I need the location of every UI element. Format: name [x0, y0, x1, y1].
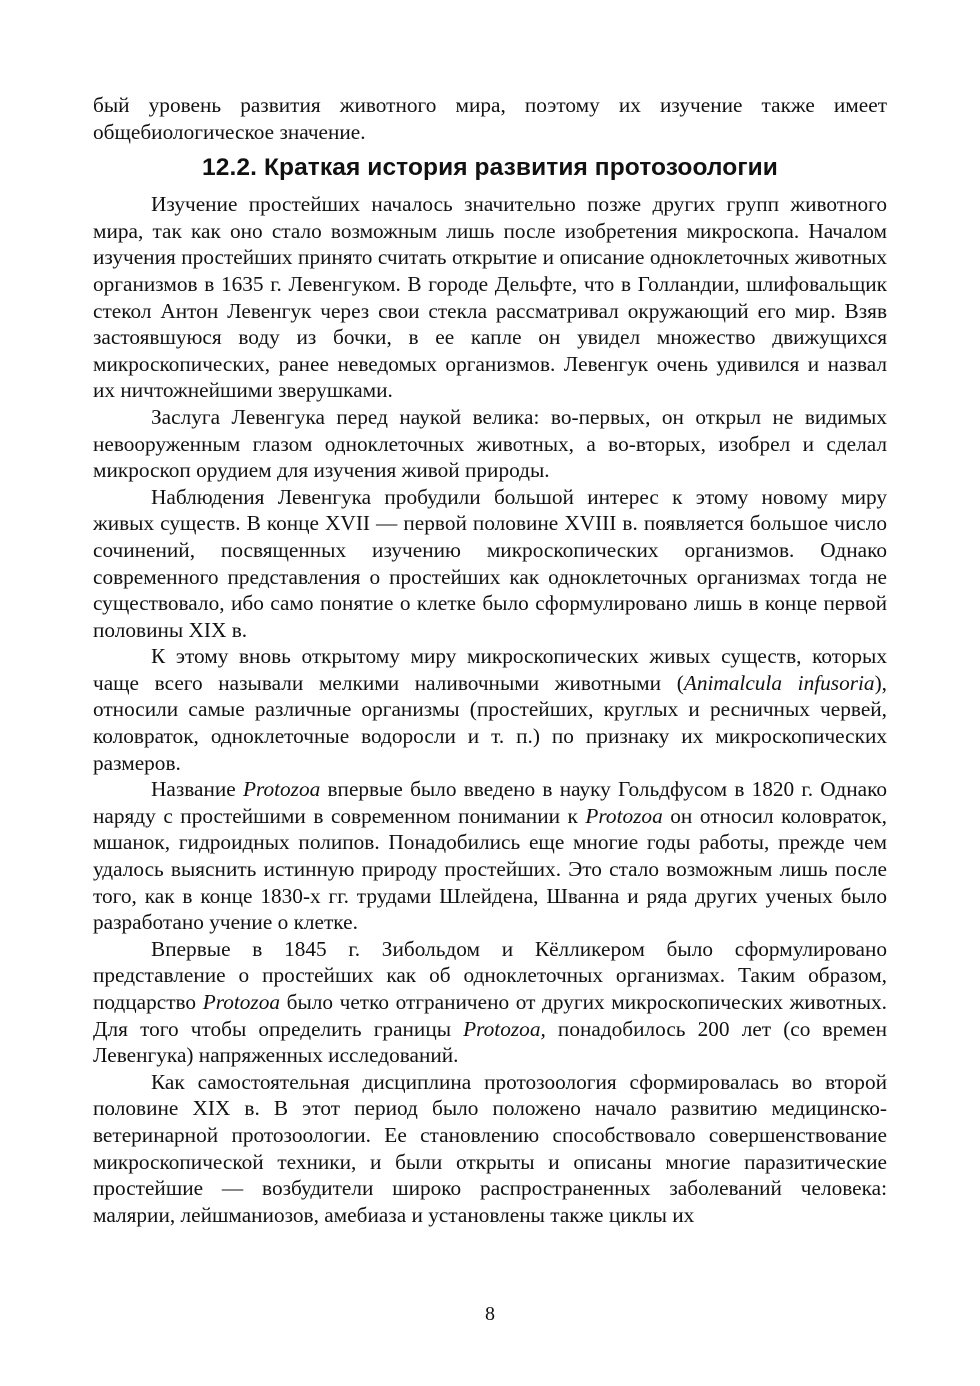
intro-paragraph: бый уровень развития животного мира, поэтому их изучение также имеет общебиологическое значение.	[93, 93, 887, 144]
paragraph-5-latin-term-1: Protozoa	[242, 777, 321, 802]
paragraph-7: Как самостоятельная дисциплина протозоология сформировалась во второй половине XIX в. В этот период было положено начало развитию медицинско-ветеринарной протозоологии. Ее становлению способствовало совершенствование микроскопической техники, и были открыты и описаны многие паразитические простейшие — возбудители широко распространенных заболеваний человека: малярии, лейшманиозов, амебиаза и установлены также циклы их	[93, 1069, 887, 1227]
paragraph-4-text-a: К этому вновь открытому миру микроскопических живых существ, которых чаще всего называли мелкими наливочными животными (	[93, 644, 887, 695]
paragraph-6-latin-term-1: Protozoa	[202, 990, 280, 1014]
paragraph-5	[93, 776, 887, 936]
paragraph-4-latin-term: Animalcula infusoria	[683, 670, 875, 695]
paragraph-4-text-b: ), относили самые различные организмы (простейших, круглых и ресничных червей, коловраток, одноклеточные водоросли и т. п.) по признаку их микроскопических размеров.	[93, 670, 887, 775]
paragraph-6	[93, 936, 887, 1069]
paragraph-5-text-c: он относил коловраток, мшанок, гидроидных полипов. Понадобились еще многие годы работы, прежде чем удалось выяснить истинную природу простейших. Это стало возможным лишь после того, как в конце 1830-х гг. трудами Шлейдена, Шванна и ряда других ученых было разработано учение о клетке.	[93, 803, 887, 935]
paragraph-6-text-b: было четко отграничено от других микроскопических животных. Для того чтобы определить границы	[93, 990, 887, 1041]
paragraph-5-latin-term-2: Protozoa	[585, 803, 663, 828]
paragraph-5-text-a: Название	[151, 777, 243, 802]
section-heading: 12.2. Краткая история развития протозоологии	[202, 154, 778, 182]
paragraph-6-text-c: понадобилось 200 лет (со времен Левенгука) напряженных исследований.	[93, 1016, 887, 1068]
page-number: 8	[485, 1303, 495, 1325]
paragraph-1: Изучение простейших началось значительно позже других групп животного мира, так как оно стало возможным лишь после изобретения микроскопа. Началом изучения простейших принято считать открытие и описание одноклеточных животных организмов в 1635 г. Левенгуком. В городе Дельфте, что в Голландии, шлифовальщик стекол Антон Левенгук через свои стекла рассматривал окружающий его мир. Взяв застоявшуюся воду из бочки, в ее капле он увидел множество движущихся микроскопических, ранее неведомых организмов. Левенгук очень удивился и назвал их ничтожнейшими зверушками.	[93, 192, 887, 403]
paragraph-3: Наблюдения Левенгука пробудили большой интерес к этому новому миру живых существ. В конце XVII — первой половине XVIII в. появляется большое число сочинений, посвященных изучению микроскопических организмов. Однако современного представления о простейших как одноклеточных организмах тогда не существовало, ибо само понятие о клетке было сформулировано лишь в конце первой половины XIX в.	[93, 484, 887, 642]
paragraph-2: Заслуга Левенгука перед наукой велика: во-первых, он открыл не видимых невооруженным глазом одноклеточных животных, а во-вторых, изобрел и сделал микроскоп орудием для изучения живой природы.	[93, 404, 887, 483]
page-content	[93, 92, 887, 1228]
paragraph-6-latin-term-2: Protozoa,	[463, 1016, 546, 1041]
paragraph-5-text-b: впервые было введено в науку Гольдфусом в 1820 г. Однако наряду с простейшими в современном понимании к	[93, 777, 887, 828]
paragraph-4	[93, 643, 887, 776]
paragraph-6-text-a: Впервые в 1845 г. Зибольдом и Кёлликером было сформулировано представление о простейших как об одноклеточных организмах. Таким образом, подцарство	[93, 936, 887, 1014]
